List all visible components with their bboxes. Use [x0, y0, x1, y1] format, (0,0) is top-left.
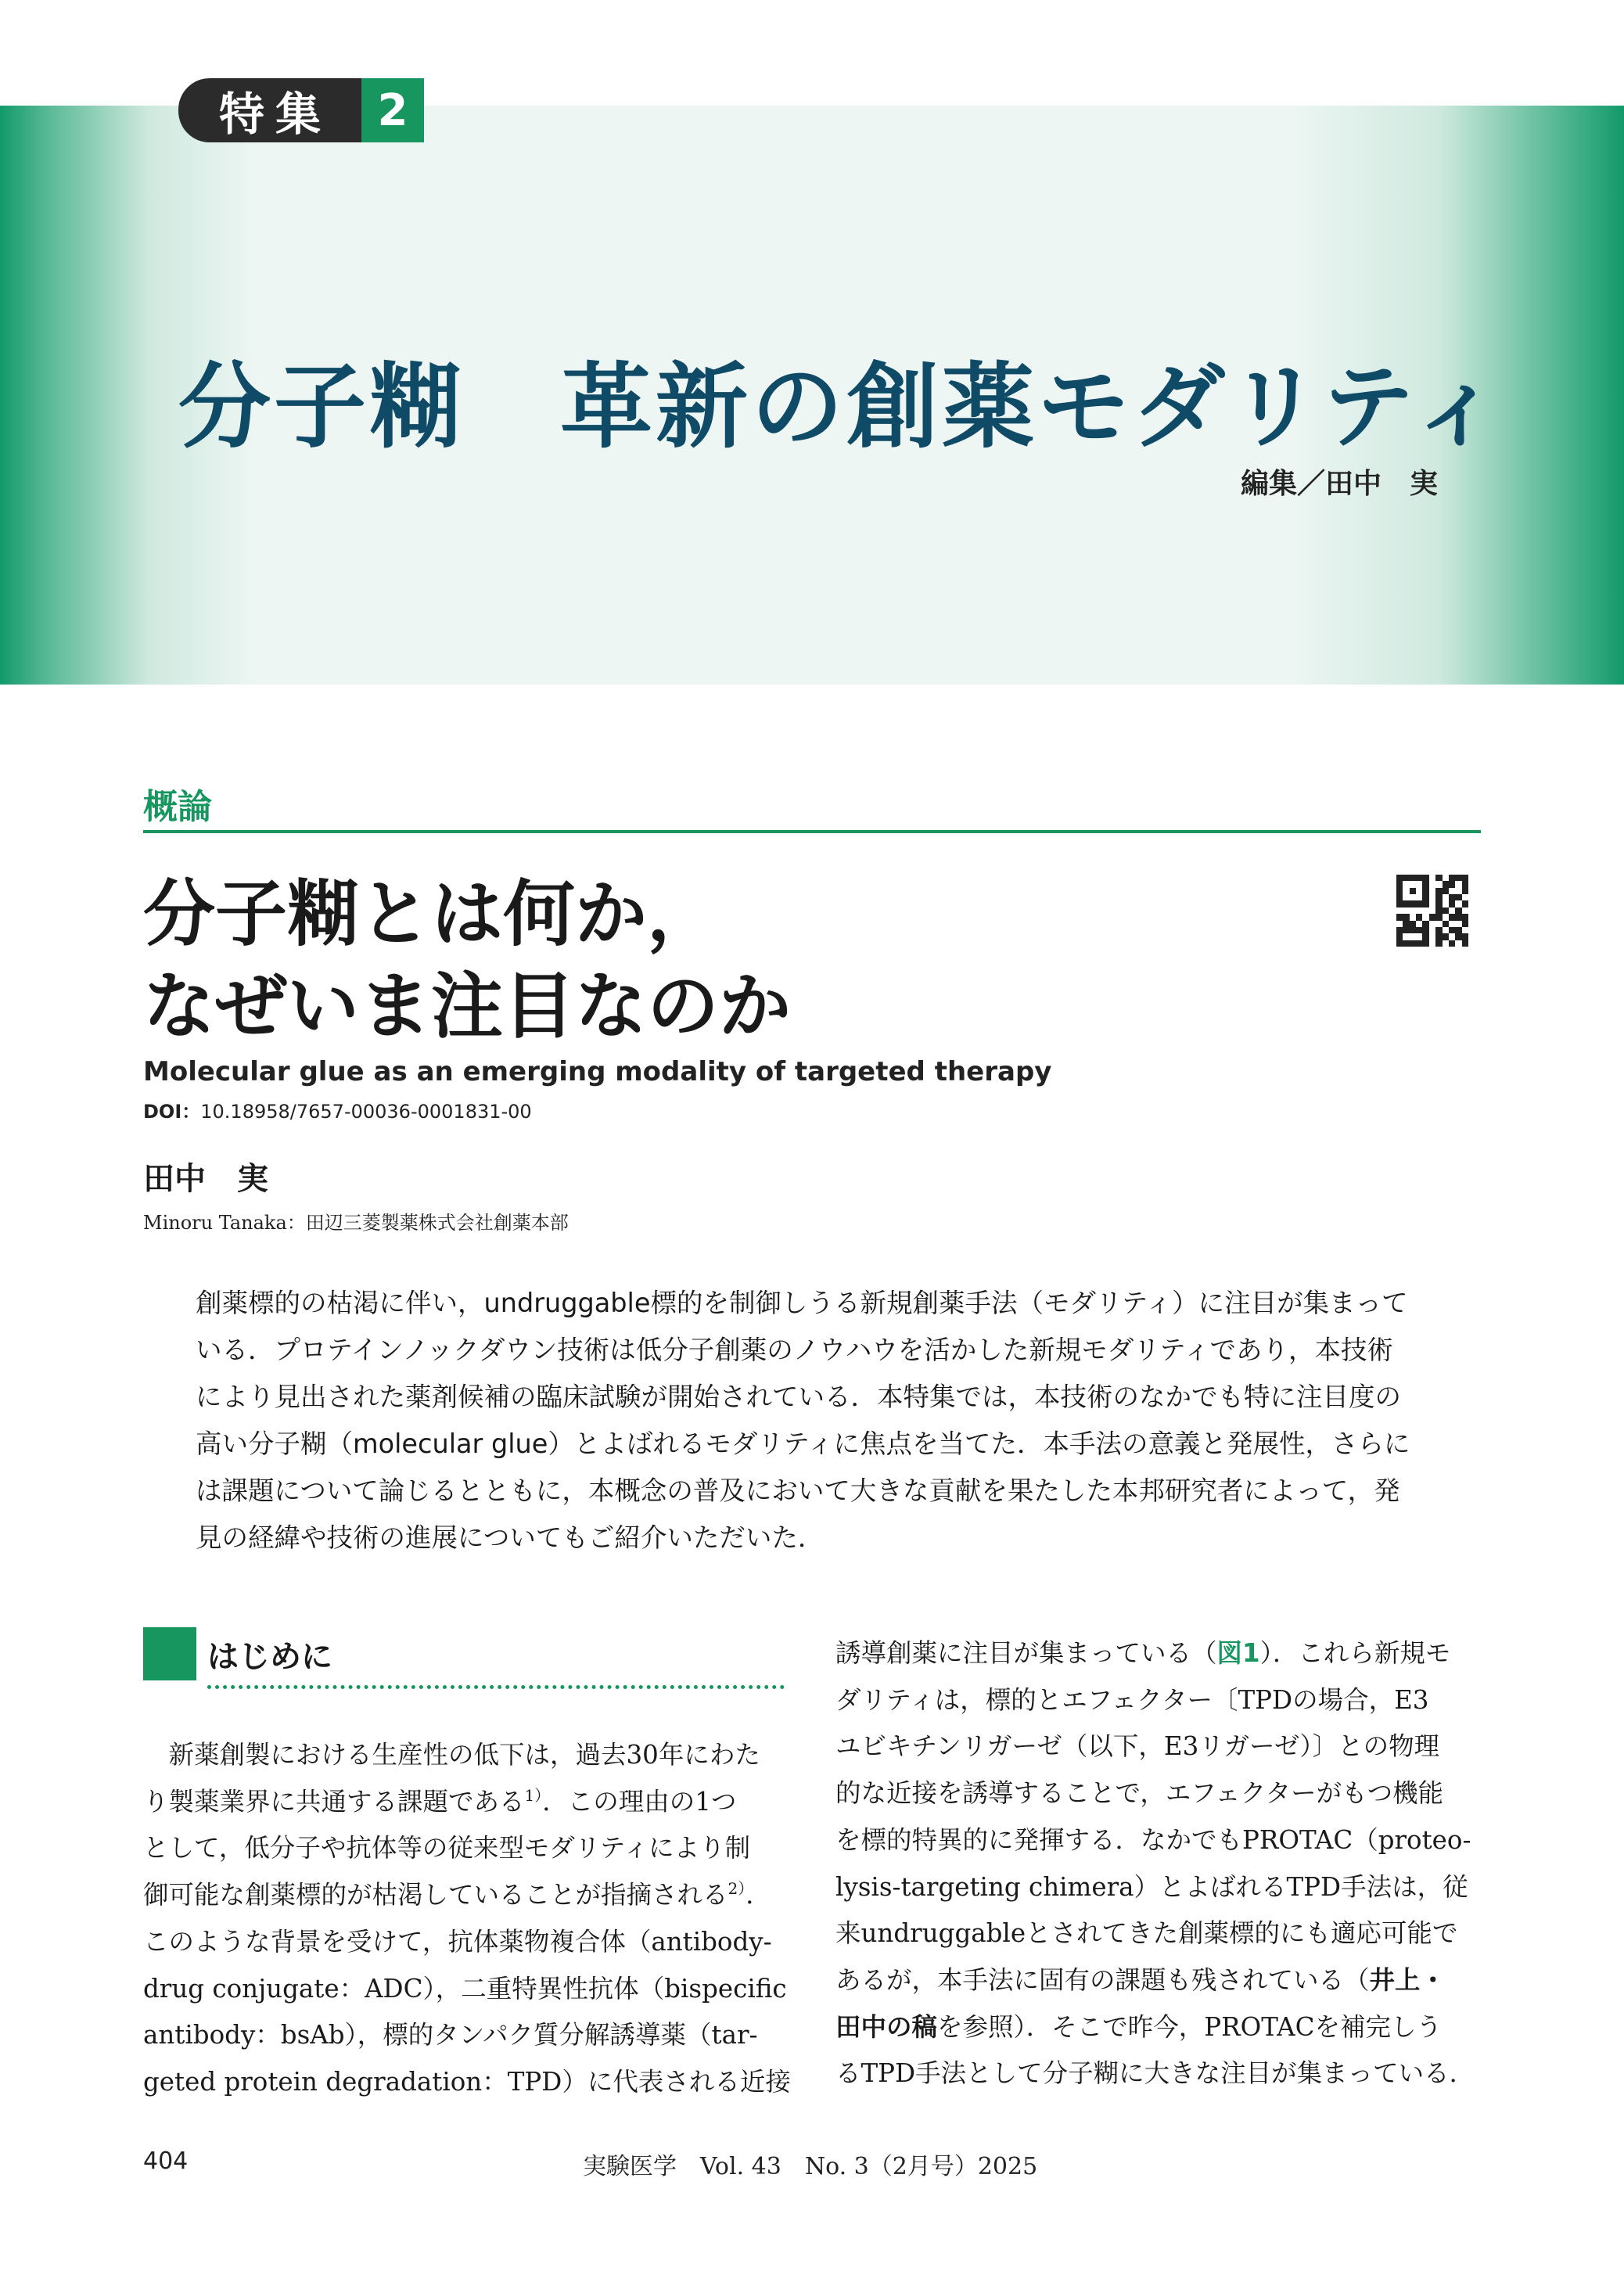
citation-1[interactable]: 1）	[524, 1785, 543, 1805]
section-label: 概論	[143, 787, 212, 827]
body-line: geted protein degradation：TPD）に代表される近接	[143, 2066, 791, 2097]
body-line: り製薬業界に共通する課題である$^{1)}$．この理由の1つ	[143, 1785, 737, 1817]
body-line: 田中の稿を参照）．そこで昨今，PROTACを補完しう	[835, 2011, 1442, 2042]
feature-title: 分子糊 革新の創薬モダリティ	[178, 352, 1506, 461]
section-heading	[143, 1627, 785, 1698]
citation-2[interactable]: 2）	[728, 1879, 746, 1899]
doi	[143, 1096, 532, 1123]
page-number: 404	[143, 2147, 189, 2175]
body-line: として，低分子や抗体等の従来型モダリティにより制	[143, 1833, 751, 1864]
abstract-line: は課題について論じるとともに，本概念の普及において大きな貢献を果たした本邦研究者によって，発	[196, 1475, 1400, 1506]
qr-code-icon[interactable]	[1396, 875, 1468, 947]
section-divider	[143, 830, 1481, 833]
body-line: 誘導創薬に注目が集まっている（図1）．これら新規モ	[835, 1638, 1451, 1668]
body-line: drug conjugate：ADC），二重特異性抗体（bispecific	[143, 1973, 787, 2004]
body-line: 新薬創製における生産性の低下は，過去30年にわた	[143, 1740, 760, 1770]
feature-tag-number: 2	[361, 78, 424, 142]
body-line: lysis-targeting chimera）とよばれるTPD手法は，従	[835, 1871, 1468, 1902]
heading-dotted-rule	[207, 1685, 785, 1689]
body-column-left	[143, 1627, 791, 2106]
feature-tag-label: 特集	[178, 78, 361, 142]
abstract-line: により見出された薬剤候補の臨床試験が開始されている．本特集では，本技術のなかでも特に注目度の	[196, 1382, 1401, 1412]
cross-reference[interactable]: 井上・	[1369, 1964, 1446, 1995]
article-title	[143, 868, 1317, 1053]
feature-tag	[178, 78, 424, 142]
body-text-left	[143, 1732, 791, 2106]
body-text-right	[835, 1630, 1485, 2097]
body-line: ユビキチンリガーゼ（以下，E3リガーゼ）〕との物理	[835, 1731, 1440, 1762]
journal-footer: 実験医学 Vol. 43 No. 3（2月号）2025	[583, 2153, 1038, 2180]
heading-text: はじめに	[207, 1639, 332, 1675]
heading-marker-icon	[143, 1627, 196, 1680]
body-line: あるが，本手法に固有の課題も残されている（井上・	[835, 1964, 1446, 1995]
cross-reference[interactable]: 田中の稿	[835, 2011, 938, 2042]
author-affiliation: Minoru Tanaka：田辺三菱製薬株式会社創薬本部	[143, 1212, 569, 1234]
abstract	[196, 1280, 1439, 1562]
body-line: ダリティは，標的とエフェクター〔TPDの場合，E3	[835, 1684, 1429, 1715]
article-title-line-2: なぜいま注目なのか	[143, 965, 792, 1048]
article-title-line-1: 分子糊とは何か，	[143, 872, 720, 956]
english-title: Molecular glue as an emerging modality of targeted therapy	[143, 1056, 1052, 1087]
body-line: を標的特異的に発揮する．なかでもPROTAC（proteo-	[835, 1824, 1471, 1855]
body-line: 御可能な創薬標的が枯渇していることが指摘される$^{2)}$．	[143, 1879, 771, 1910]
body-line: このような背景を受けて，抗体薬物複合体（antibody-	[143, 1926, 772, 1957]
doi-link[interactable]: 10.18958/7657-00036-0001831-00	[200, 1101, 532, 1123]
body-line: 的な近接を誘導することで，エフェクターがもつ機能	[835, 1778, 1444, 1809]
abstract-line: 高い分子糊（molecular glue）とよばれるモダリティに焦点を当てた．本手法の意義と発展性，さらに	[196, 1429, 1410, 1459]
abstract-line: いる．プロテインノックダウン技術は低分子創薬のノウハウを活かした新規モダリティであり，本技術	[196, 1335, 1393, 1365]
abstract-line: 見の経緯や技術の進展についてもご紹介いただいた．	[196, 1522, 825, 1553]
body-column-right	[835, 1630, 1485, 2097]
feature-editor: 編集／田中 実	[1240, 468, 1438, 500]
abstract-line: 創薬標的の枯渇に伴い，undruggable標的を制御しうる新規創薬手法（モダリティ）に注目が集まって	[196, 1288, 1408, 1318]
figure-1-link[interactable]: 図1	[1216, 1638, 1260, 1668]
body-line: 来undruggableとされてきた創薬標的にも適応可能で	[835, 1918, 1458, 1949]
body-line: るTPD手法として分子糊に大きな注目が集まっている．	[835, 2058, 1475, 2089]
author-name: 田中 実	[143, 1161, 268, 1197]
body-line: antibody：bsAb），標的タンパク質分解誘導薬（tar-	[143, 2020, 758, 2050]
doi-label: DOI：	[143, 1101, 201, 1123]
